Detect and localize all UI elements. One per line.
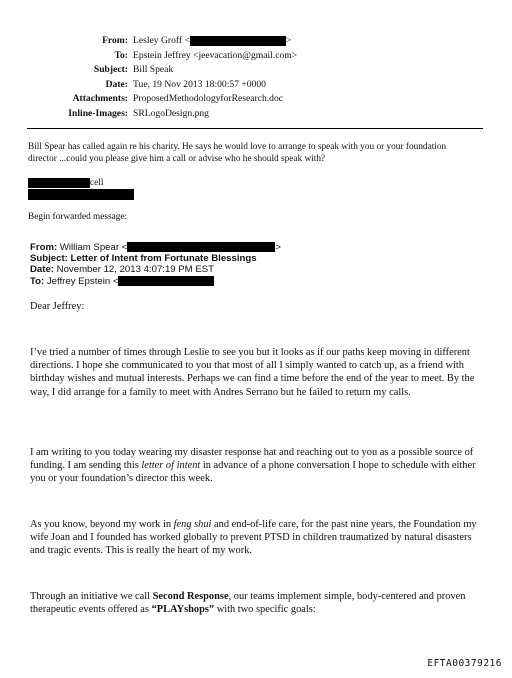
paragraph-text: with two specific goals:: [214, 604, 316, 616]
header-inline-images-label: Inline-Images:: [68, 107, 128, 119]
header-subject-row: [0, 63, 512, 78]
header-divider: [27, 128, 483, 129]
cell-label: cell: [90, 178, 104, 188]
forward-to-row: [30, 276, 281, 287]
paragraph-text: As you know, beyond my work in: [30, 519, 174, 530]
forward-to-label: To:: [30, 275, 45, 287]
forward-date-row: [30, 264, 281, 275]
paragraph-text: , our teams implement simple, body-centered and proven therapeutic events offered as: [30, 591, 466, 616]
forward-from-label: From:: [30, 242, 58, 253]
forward-to-value: Jeffrey Epstein <: [46, 275, 119, 287]
header-subject-label: Subject:: [93, 64, 128, 76]
signature-block: [28, 177, 488, 201]
email-header: [0, 34, 512, 122]
header-to-row: [0, 49, 512, 64]
header-subject-value: Bill Speak: [133, 64, 174, 76]
emphasis-text: letter of intent: [141, 460, 201, 472]
forwarded-header: [30, 242, 281, 287]
header-from-row: [0, 34, 512, 49]
forward-date-value: November 12, 2013 4:07:19 PM EST: [56, 264, 214, 276]
strong-text: Second Response: [152, 591, 229, 602]
paragraph-text: Through an initiative we call: [30, 591, 153, 602]
note-line-2: director ...could you please give him a call or advise who he should speak with?: [28, 154, 326, 164]
letter-paragraph-4: [30, 590, 482, 616]
redaction-bar: [28, 178, 90, 188]
forward-from-row: [30, 242, 281, 253]
header-to-label: To:: [114, 49, 128, 61]
header-from-label: From:: [102, 35, 128, 46]
forward-from-value: William Spear <: [59, 242, 128, 253]
forward-subject-label: Subject:: [30, 253, 68, 265]
redaction-bar: [190, 36, 286, 46]
forward-date-label: Date:: [30, 264, 54, 276]
paragraph-text: I’ve tried a number of times through Leslie to see you but it looks as if our paths keep moving in different directions. I hope she communicated to you that most of all I simply wanted to catch up, as a friend with birthday wishes and mutual interests. Perhaps we can find a time before the end of the year to meet. By the way, I did arrange for a family to meet with Andres Serrano but he failed to return my calls.: [30, 347, 475, 398]
header-date-row: [0, 78, 512, 93]
paragraph-text: and end-of-life care, for the past nine years, the Foundation my wife Joan and I founded has worked globally to prevent PTSD in children traumatized by natural disasters and tragic events. This is really the heart of my work.: [30, 519, 477, 557]
header-date-value: Tue, 19 Nov 2013 18:00:57 +0000: [133, 78, 266, 90]
letter-paragraph-3: [30, 518, 482, 558]
emphasis-text: feng shui: [173, 519, 212, 530]
header-attachments-row: [0, 92, 512, 107]
header-inline-images-value: SRLogoDesign.png: [133, 107, 209, 119]
header-attachments-value: ProposedMethodologyforResearch.doc: [133, 93, 284, 105]
note-paragraph: [28, 141, 488, 165]
header-inline-images-row: [0, 107, 512, 122]
forwarded-message-label: Begin forwarded message:: [28, 212, 128, 222]
header-from-value: Lesley Groff <: [133, 35, 190, 46]
letter-paragraph-1: [30, 346, 482, 399]
header-to-value: Epstein Jeffrey <jeevacation@gmail.com>: [133, 49, 298, 61]
forward-subject-value: Letter of Intent from Fortunate Blessings: [70, 253, 257, 265]
header-from-tail: >: [285, 35, 292, 46]
bates-number: EFTA00379216: [427, 658, 502, 669]
paragraph-text: in advance of a phone conversation I hope to schedule with either you or your foundation’s director this week.: [30, 460, 476, 485]
forward-from-tail: >: [275, 242, 281, 253]
redaction-bar: [127, 242, 275, 252]
letter-paragraph-2: [30, 446, 482, 486]
strong-text: “PLAYshops”: [151, 604, 215, 616]
header-date-label: Date:: [105, 78, 128, 90]
paragraph-text: I am writing to you today wearing my disaster response hat and reaching out to you as a possible source of funding. I am sending this: [30, 447, 474, 472]
note-line-1: Bill Spear has called again re his charity. He says he would love to arrange to speak with you or your foundation: [28, 142, 447, 152]
redaction-bar: [28, 189, 134, 200]
forward-subject-row: [30, 253, 281, 264]
header-attachments-label: Attachments:: [72, 93, 128, 105]
redaction-bar: [118, 276, 214, 286]
letter-salutation: Dear Jeffrey:: [30, 301, 85, 312]
